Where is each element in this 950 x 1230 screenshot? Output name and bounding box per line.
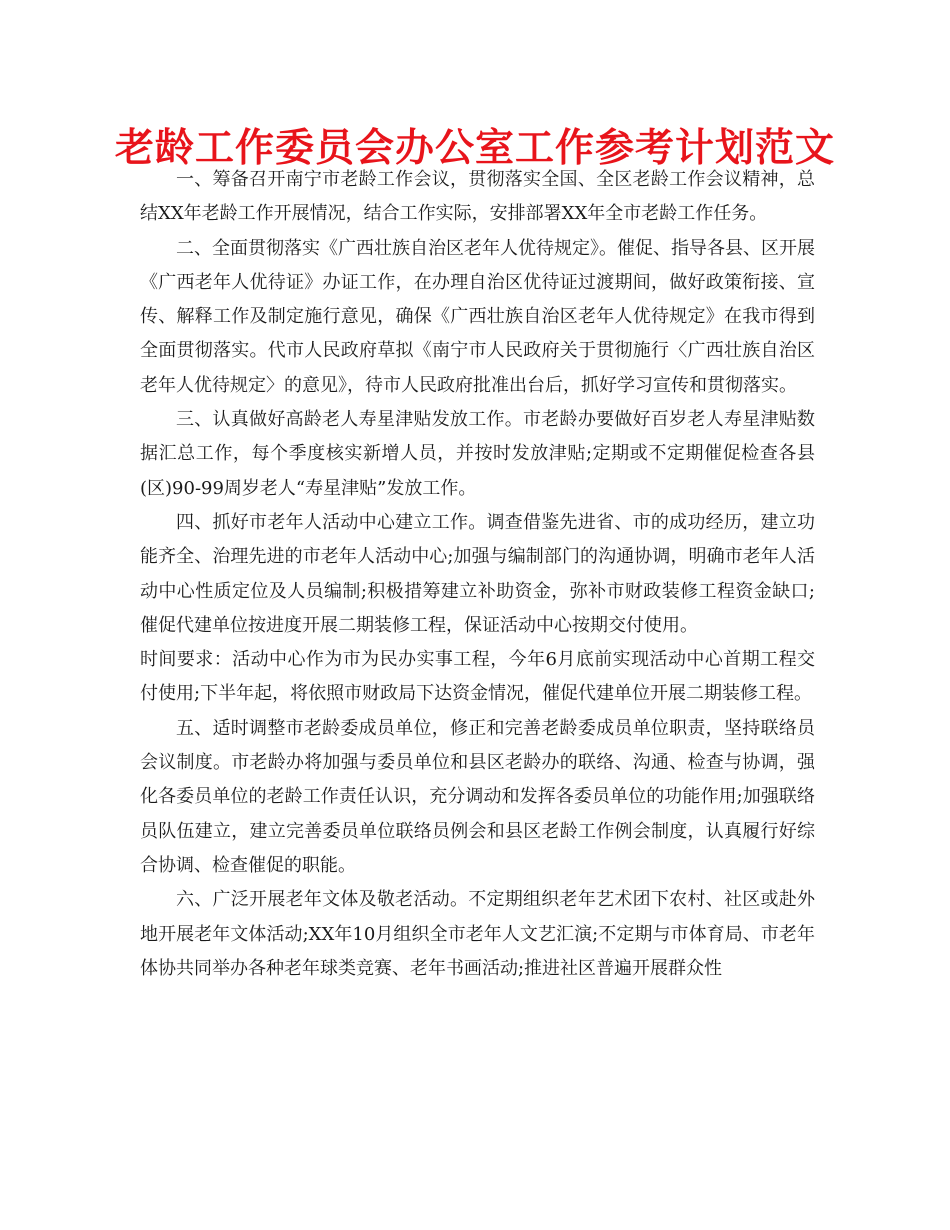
paragraph-2: 二、全面贯彻落实《广西壮族自治区老年人优待规定》。催促、指导各县、区开展《广西老年人优待证》办证工作，在办理自治区优待证过渡期间，做好政策衔接、宣传、解释工作及制定施行意见，确保《广西壮族自治区老年人优待规定》在我市得到全面贯彻落实。代市人民政府草拟《南宁市人民政府关于贯彻施行〈广西壮族自治区老年人优待规定〉的意见》，待市人民政府批准出台后，抓好学习宣传和贯彻落实。 <box>140 237 815 396</box>
paragraph-time-requirement: 时间要求：活动中心作为市为民办实事工程，今年6月底前实现活动中心首期工程交付使用;下半年起，将依照市财政局下达资金情况，催促代建单位开展二期装修工程。 <box>140 649 815 705</box>
paragraph-5: 五、适时调整市老龄委成员单位，修正和完善老龄委成员单位职责，坚持联络员会议制度。市老龄办将加强与委员单位和县区老龄办的联络、沟通、检查与协调，强化各委员单位的老龄工作责任认识，充分调动和发挥各委员单位的功能作用;加强联络员队伍建立，建立完善委员单位联络员例会和县区老龄工作例会制度，认真履行好综合协调、检查催促的职能。 <box>140 717 815 876</box>
paragraph-4: 四、抓好市老年人活动中心建立工作。调查借鉴先进省、市的成功经历，建立功能齐全、治理先进的市老年人活动中心;加强与编制部门的沟通协调，明确市老年人活动中心性质定位及人员编制;积极措筹建立补助资金，弥补市财政装修工程资金缺口;催促代建单位按进度开展二期装修工程，保证活动中心按期交付使用。 <box>140 511 815 636</box>
document-body <box>140 163 815 986</box>
paragraph-6: 六、广泛开展老年文体及敬老活动。不定期组织老年艺术团下农村、社区或赴外地开展老年文体活动;XX年10月组织全市老年人文艺汇演;不定期与市体育局、市老年体协共同举办各种老年球类竞赛、老年书画活动;推进社区普遍开展群众性 <box>140 889 815 979</box>
paragraph-3: 三、认真做好高龄老人寿星津贴发放工作。市老龄办要做好百岁老人寿星津贴数据汇总工作，每个季度核实新增人员，并按时发放津贴;定期或不定期催促检查各县(区)90-99周岁老人“寿星津贴”发放工作。 <box>140 409 815 499</box>
paragraph-1: 一、筹备召开南宁市老龄工作会议，贯彻落实全国、全区老龄工作会议精神，总结XX年老龄工作开展情况，结合工作实际，安排部署XX年全市老龄工作任务。 <box>140 169 815 225</box>
document-title: 老龄工作委员会办公室工作参考计划范文 <box>114 125 835 171</box>
